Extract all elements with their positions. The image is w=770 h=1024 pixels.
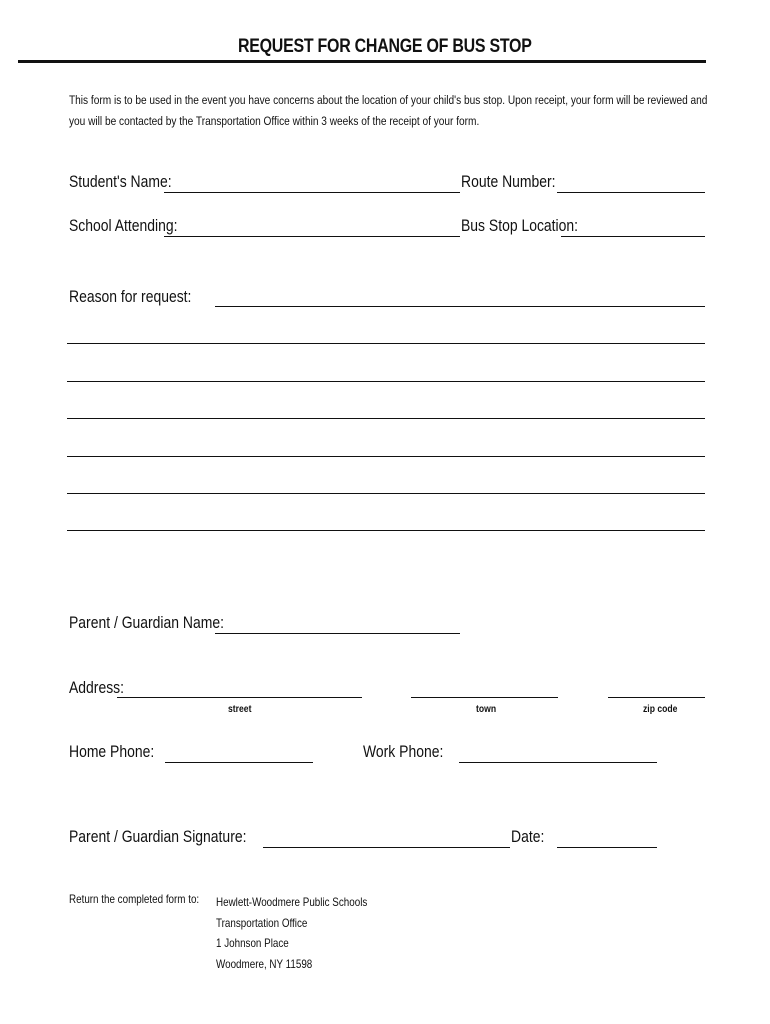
reason-field-line-3[interactable] (67, 381, 705, 382)
signature-field[interactable] (263, 847, 510, 848)
reason-label: Reason for request: (69, 287, 192, 306)
signature-label: Parent / Guardian Signature: (69, 827, 247, 846)
route-number-field[interactable] (557, 192, 705, 193)
form-title: REQUEST FOR CHANGE OF BUS STOP (238, 36, 532, 57)
return-address-line: Woodmere, NY 11598 (216, 957, 313, 972)
zip-code-caption: zip code (643, 703, 678, 715)
address-zip-field[interactable] (608, 697, 705, 698)
work-phone-field[interactable] (459, 762, 657, 763)
work-phone-label: Work Phone: (363, 742, 444, 761)
return-address-line: Hewlett-Woodmere Public Schools (216, 895, 368, 909)
reason-field-line-1[interactable] (215, 306, 705, 307)
parent-name-field[interactable] (215, 633, 460, 634)
reason-field-line-2[interactable] (67, 343, 705, 344)
student-name-label: Student's Name: (69, 172, 172, 191)
reason-field-line-7[interactable] (67, 530, 705, 531)
date-field[interactable] (557, 847, 657, 848)
street-caption: street (228, 703, 252, 715)
parent-name-label: Parent / Guardian Name: (69, 613, 224, 632)
intro-line-2: you will be contacted by the Transportation Office within 3 weeks of the receipt of your form. (69, 114, 480, 128)
student-name-field[interactable] (164, 192, 460, 193)
title-divider (18, 60, 706, 63)
return-address-line: 1 Johnson Place (216, 936, 289, 951)
date-label: Date: (511, 827, 545, 846)
school-attending-label: School Attending: (69, 216, 178, 235)
town-caption: town (476, 703, 497, 715)
address-label: Address: (69, 678, 125, 697)
address-town-field[interactable] (411, 697, 558, 698)
intro-text (69, 90, 770, 132)
return-address-line: Transportation Office (216, 915, 308, 930)
reason-field-line-6[interactable] (67, 493, 705, 494)
home-phone-field[interactable] (165, 762, 313, 763)
return-label: Return the completed form to: (69, 892, 200, 906)
reason-field-line-5[interactable] (67, 456, 705, 457)
bus-stop-location-label: Bus Stop Location: (461, 216, 579, 235)
school-attending-field[interactable] (164, 236, 460, 237)
bus-stop-location-field[interactable] (561, 236, 705, 237)
route-number-label: Route Number: (461, 172, 556, 191)
intro-line-1: This form is to be used in the event you have concerns about the location of your child's bus stop. Upon receipt, your form will be reviewed and (69, 93, 708, 107)
return-address-block (216, 892, 401, 975)
reason-field-line-4[interactable] (67, 418, 705, 419)
home-phone-label: Home Phone: (69, 742, 155, 761)
address-street-field[interactable] (117, 697, 362, 698)
